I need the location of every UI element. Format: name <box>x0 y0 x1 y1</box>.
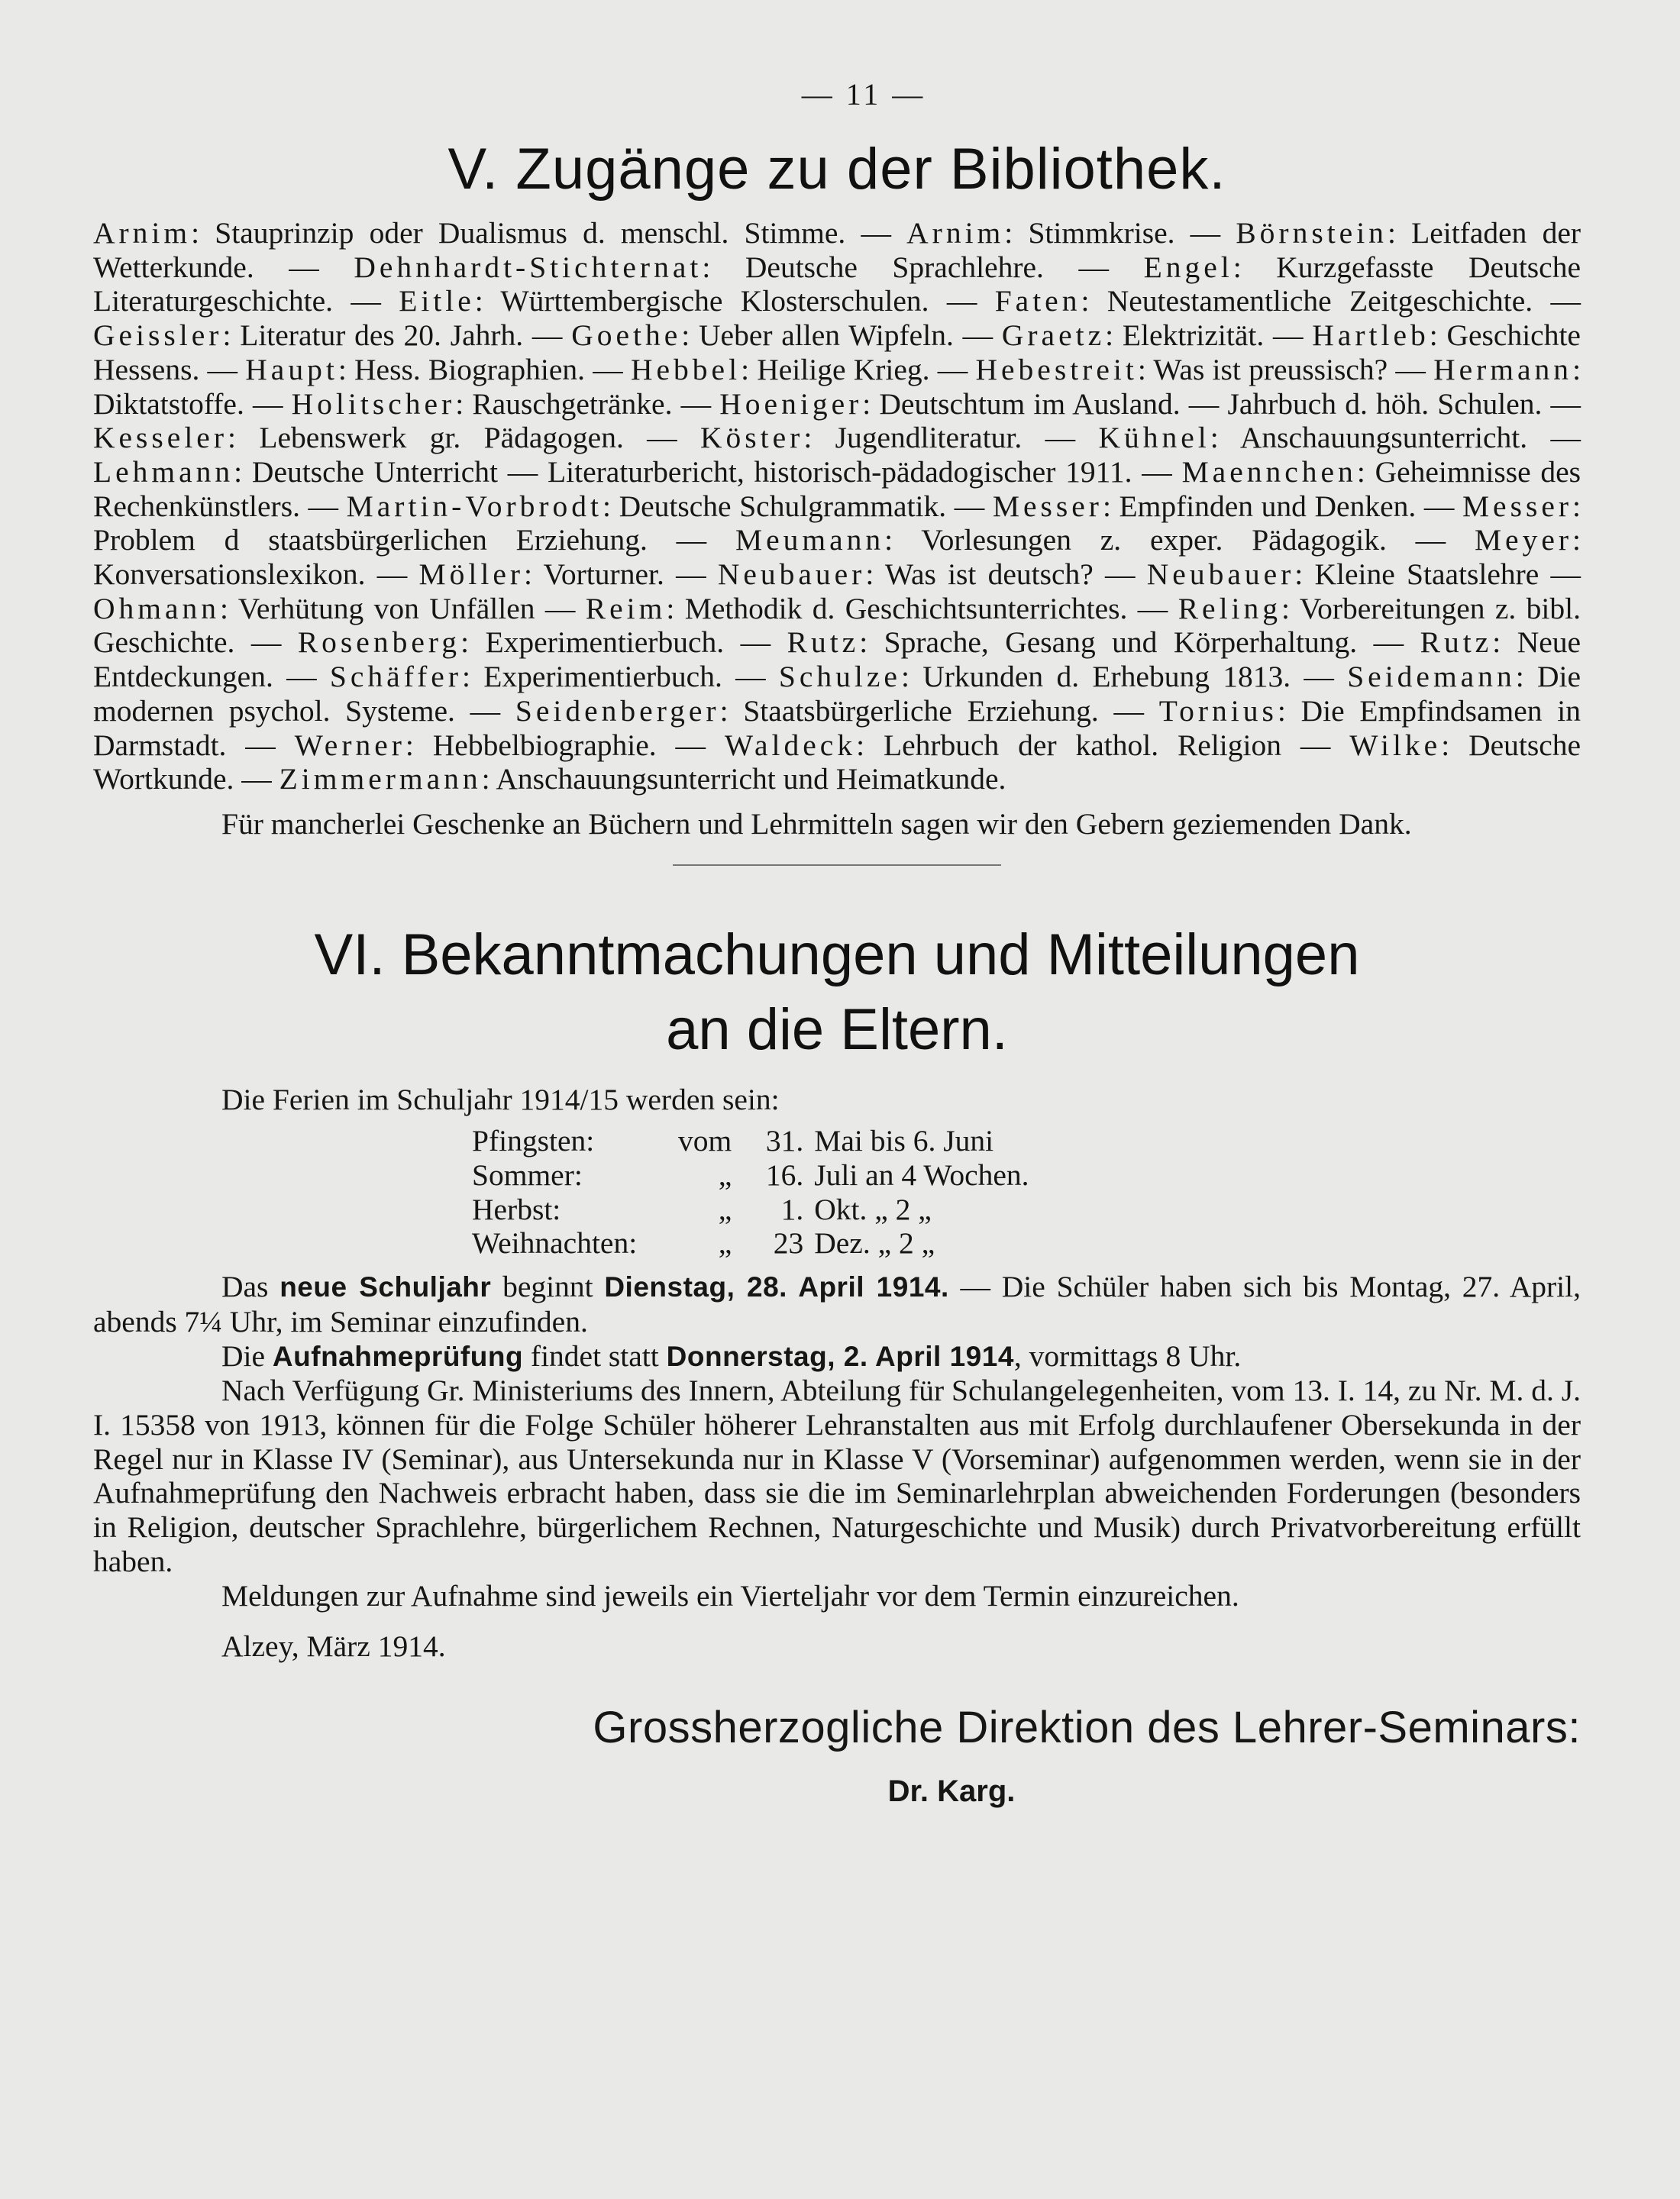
accession-entry: Möller: Vorturner. <box>418 557 664 592</box>
accession-author: Hebbel <box>630 352 741 386</box>
accession-title: Diktatstoffe. <box>93 386 244 421</box>
accession-entry: Geissler: Literatur des 20. Jahrh. <box>93 318 524 353</box>
accession-author: Börnstein <box>1236 216 1388 250</box>
section-v-heading: V. Zugänge zu der Bibliothek. <box>447 137 1226 202</box>
holiday-row <box>472 1226 1029 1261</box>
holiday-name: Weihnachten: <box>472 1226 638 1261</box>
accession-title: Hess. Biographien. <box>354 352 586 386</box>
accession-title: Konversationslexikon. <box>93 557 366 592</box>
accession-title: Sprache, Gesang und Körperhaltung. <box>884 625 1358 660</box>
accession-author: Rutz <box>1420 625 1493 660</box>
accession-entry: Hermann: Diktatstoffe. <box>93 352 1581 421</box>
accession-title: Experimentierbuch. <box>485 625 725 660</box>
accession-title: Württembergische Klosterschulen. <box>500 284 929 318</box>
accession-entry: Graetz: Elektrizität. <box>1001 318 1265 353</box>
accession-title: Neutestamentliche Zeitgeschichte. <box>1107 284 1533 318</box>
accession-entry: Lehmann: Deutsche Unterricht — Literaturbericht, historisch-pädadogischer 1911. <box>93 454 1132 489</box>
accession-author: Lehmann <box>93 454 234 489</box>
accession-title: Kurzgefasste Deutsche Literaturgeschichte. <box>93 250 1581 318</box>
accession-author: Martin-Vorbrodt <box>346 489 603 523</box>
accession-entry: Hoeniger: Deutschtum im Ausland. <box>719 386 1181 421</box>
holiday-prefix: „ <box>718 1226 732 1261</box>
accession-title: Die Empfindsamen in Darmstadt. <box>93 693 1581 762</box>
accession-title: Deutsche Unterricht — Literaturbericht, historisch-pädadogischer 1911. <box>251 454 1132 489</box>
accession-entry: Seidemann: Die modernen psychol. Systeme. <box>93 660 1581 728</box>
accession-author: Arnim <box>906 216 1005 250</box>
p1-bold-date: Dienstag, 28. April 1914. <box>604 1271 949 1303</box>
accession-author: Köster <box>700 421 804 455</box>
accession-entry: Goethe: Ueber allen Wipfeln. <box>571 318 954 353</box>
accession-author: Möller <box>418 557 525 592</box>
accession-title: Jahrbuch d. höh. Schulen. <box>1227 386 1543 421</box>
accession-entry: Meumann: Vorlesungen z. exper. Pädagogik. <box>735 523 1387 557</box>
accession-entry: Meyer: Konversationslexikon. <box>93 523 1581 592</box>
accession-entry: Schulze: Urkunden d. Erhebung 1813. <box>778 660 1291 694</box>
accession-title: Neue Entdeckungen. <box>93 625 1581 694</box>
holiday-prefix: vom <box>678 1124 732 1158</box>
accession-entry: Holitscher: Rauschgetränke. <box>291 386 673 421</box>
section-vi-heading-line2: an die Eltern. <box>666 996 1008 1062</box>
p2-text-d: , vormittags 8 Uhr. <box>1013 1338 1242 1373</box>
accession-author: Rosenberg <box>297 625 461 660</box>
holiday-prefix: „ <box>718 1158 732 1193</box>
accession-author: Zimmermann <box>279 762 482 796</box>
accession-title: Heilige Krieg. <box>757 352 930 386</box>
section-divider <box>673 864 1001 866</box>
accession-author: Messer <box>1462 489 1573 523</box>
accession-title: Anschauungsunterricht und Heimatkunde. <box>496 762 1006 796</box>
accession-author: Haupt <box>245 352 338 386</box>
accession-author: Eitle <box>399 284 475 318</box>
accession-author: Engel <box>1143 250 1233 284</box>
accession-title: Lebenswerk gr. Pädagogen. <box>259 421 624 455</box>
accession-entry: Eitle: Württembergische Klosterschulen. <box>399 284 929 318</box>
signer-name: Dr. Karg. <box>887 1774 1016 1808</box>
accession-entry: Messer: Empfinden und Denken. <box>992 489 1417 523</box>
accession-entry: Rosenberg: Experimentierbuch. <box>297 625 725 660</box>
accession-author: Kesseler <box>93 421 228 455</box>
accession-entry: Faten: Neutestamentliche Zeitgeschichte. <box>994 284 1533 318</box>
accession-title: Kleine Staatslehre <box>1314 557 1539 592</box>
accession-author: Schulze <box>778 660 901 694</box>
holidays-intro: Die Ferien im Schuljahr 1914/15 werden sein: <box>221 1082 780 1116</box>
holiday-row <box>472 1158 1029 1193</box>
accession-title: Jugendliteratur. <box>835 421 1023 455</box>
holiday-row <box>472 1193 1029 1227</box>
registration-paragraph: Meldungen zur Aufnahme sind jeweils ein Vierteljahr vor dem Termin einzureichen. <box>221 1578 1239 1613</box>
accession-author: Graetz <box>1001 318 1106 353</box>
accession-entry: Kühnel: Anschauungsunterricht. <box>1098 421 1528 455</box>
library-accessions-list <box>93 216 1581 796</box>
holiday-detail: Mai bis 6. Juni <box>814 1124 994 1158</box>
accession-author: Werner <box>294 728 405 762</box>
accession-entry: Waldeck: Lehrbuch der kathol. Religion <box>724 728 1282 762</box>
holiday-row <box>472 1124 1029 1158</box>
accession-entry: Tornius: Die Empfindsamen in Darmstadt. <box>93 693 1581 762</box>
accession-author: Seidemann <box>1347 660 1516 694</box>
accession-entry: Neubauer: Was ist deutsch? <box>717 557 1094 592</box>
accession-title: Die modernen psychol. Systeme. <box>93 660 1581 728</box>
entrance-exam-paragraph <box>93 1339 1581 1374</box>
accession-entry: Haupt: Hess. Biographien. <box>245 352 586 386</box>
accession-title: Verhütung von Unfällen <box>237 591 535 625</box>
accession-author: Maennchen <box>1181 454 1357 489</box>
accession-author: Ohmann <box>93 591 221 625</box>
place-date: Alzey, März 1914. <box>221 1629 446 1664</box>
page-number: — 11 — <box>801 77 926 111</box>
accession-author: Arnim <box>93 216 192 250</box>
accession-entry: Hebbel: Heilige Krieg. <box>630 352 930 386</box>
accession-entry: Arnim: Stimmkrise. <box>906 216 1175 250</box>
accession-author: Seidenberger <box>515 693 720 728</box>
accession-entry: Reim: Methodik d. Geschichtsunterrichtes. <box>585 591 1128 625</box>
holiday-day: 16. <box>765 1158 804 1193</box>
accession-title: Problem d staatsbürgerlichen Erziehung. <box>93 523 648 557</box>
p1-bold-school-year: neue Schuljahr <box>279 1271 492 1303</box>
accession-title: Was ist preussisch? <box>1153 352 1388 386</box>
accession-entry: Ohmann: Verhütung von Unfällen <box>93 591 535 625</box>
accession-entry: Martin-Vorbrodt: Deutsche Schulgrammatik. <box>346 489 947 523</box>
accession-entry: Zimmermann: Anschauungsunterricht und Heimatkunde. <box>279 762 1006 796</box>
holiday-day: 23 <box>773 1226 804 1261</box>
accession-title: Deutsche Schulgrammatik. <box>619 489 947 523</box>
p2-bold-date: Donnerstag, 2. April 1914 <box>666 1340 1014 1372</box>
p1-text-d: — Die Schüler haben sich bis Montag, 27. April, abends 7¼ Uhr, im Seminar einzufinden. <box>93 1270 1581 1338</box>
accession-author: Schäffer <box>329 660 462 694</box>
accession-entry: Börnstein: Leitfaden der Wetterkunde. <box>93 216 1581 284</box>
accession-title: Deutsche Sprachlehre. <box>745 250 1044 284</box>
accession-title: Urkunden d. Erhebung 1813. <box>922 660 1291 694</box>
accession-title: Ueber allen Wipfeln. <box>699 318 954 353</box>
accession-title: Stauprinzip oder Dualismus d. menschl. Stimme. <box>215 216 846 250</box>
accession-author: Neubauer <box>1146 557 1295 592</box>
accession-author: Hartleb <box>1312 318 1430 353</box>
accession-title: Geschichte Hessens. <box>93 318 1581 386</box>
accession-author: Goethe <box>571 318 682 353</box>
accession-title: Rauschgetränke. <box>472 386 673 421</box>
holiday-day: 1. <box>780 1192 804 1226</box>
accession-author: Kühnel <box>1098 421 1210 455</box>
section-vi-heading-line1: VI. Bekanntmachungen und Mitteilungen <box>314 922 1360 987</box>
accession-author: Messer <box>992 489 1103 523</box>
accession-author: Hoeniger <box>719 386 863 421</box>
accession-entry: Hartleb: Geschichte Hessens. <box>93 318 1581 386</box>
accession-title: Vorturner. <box>543 557 664 592</box>
accession-author: Holitscher <box>291 386 456 421</box>
accession-title: Hebbelbiographie. <box>432 728 657 762</box>
holiday-name: Pfingsten: <box>472 1124 595 1158</box>
accession-entry: Kesseler: Lebenswerk gr. Pädagogen. <box>93 421 624 455</box>
accession-entry: Rutz: Sprache, Gesang und Körperhaltung. <box>787 625 1358 660</box>
accession-entry: Engel: Kurzgefasste Deutsche Literaturgeschichte. <box>93 250 1581 318</box>
holiday-name: Sommer: <box>472 1158 583 1193</box>
accession-title: Experimentierbuch. <box>483 660 722 694</box>
signature-directorate: Grossherzogliche Direktion des Lehrer-Seminars: <box>593 1702 1581 1752</box>
accession-title: Deutschtum im Ausland. <box>879 386 1181 421</box>
accession-entry: Wilke: Deutsche Wortkunde. <box>93 728 1581 796</box>
accession-author: Dehnhardt-Stichternat <box>354 250 703 284</box>
accession-author: Hebestreit <box>975 352 1138 386</box>
holiday-detail: Okt. „ 2 „ <box>814 1192 932 1226</box>
accession-title: Elektrizität. <box>1122 318 1265 353</box>
accession-title: Literatur des 20. Jahrh. <box>240 318 524 353</box>
ministry-decree-paragraph: Nach Verfügung Gr. Ministeriums des Innern, Abteilung für Schulangelegenheiten, vom 13. I. 14, zu Nr. M. d. J. I. 15358 von 1913, können für die Folge Schüler höherer Lehranstalten aus mit Erfolg durchlaufener Obersekunda in der Regel nur in Klasse IV (Seminar), aus Untersekunda nur in Klasse V (Vorseminar) aufgenommen werden, wenn sie in der Aufnahmeprüfung den Nachweis erbracht haben, dass sie die im Seminarlehrplan abweichenden Forderungen (besonders in Religion, deutscher Sprachlehre, bürgerlichem Rechnen, Naturgeschichte und Musik) durch Privatvorbereitung erfüllt haben. <box>93 1374 1581 1578</box>
section-vi-heading <box>93 918 1581 1067</box>
accession-entry: Maennchen: Geheimnisse des Rechenkünstlers. <box>93 454 1581 523</box>
accession-author: Reim <box>585 591 667 625</box>
accession-entry: Messer: Problem d staatsbürgerlichen Erziehung. <box>93 489 1581 557</box>
accession-title: Deutsche Wortkunde. <box>93 728 1581 796</box>
p1-text-a: Das <box>221 1270 280 1304</box>
accession-author: Tornius <box>1158 693 1278 728</box>
accession-author: Reling <box>1178 591 1282 625</box>
school-year-start-paragraph <box>93 1270 1581 1338</box>
accession-title: Methodik d. Geschichtsunterrichtes. <box>684 591 1128 625</box>
accession-entry: Werner: Hebbelbiographie. <box>294 728 657 762</box>
accession-title: Anschauungsunterricht. <box>1239 421 1528 455</box>
accession-author: Waldeck <box>724 728 857 762</box>
accession-author: Neubauer <box>717 557 866 592</box>
holidays-table <box>472 1124 1029 1261</box>
holiday-detail: Juli an 4 Wochen. <box>814 1158 1029 1193</box>
accession-title: Empfinden und Denken. <box>1119 489 1417 523</box>
accession-author: Rutz <box>787 625 860 660</box>
accession-entry: Dehnhardt-Stichternat: Deutsche Sprachlehre. <box>354 250 1044 284</box>
p1-text-c: beginnt <box>491 1270 605 1304</box>
holiday-name: Herbst: <box>472 1192 561 1226</box>
accession-entry: Köster: Jugendliteratur. <box>700 421 1023 455</box>
accession-entry <box>1227 387 1542 421</box>
accession-entry: Neubauer: Kleine Staatslehre <box>1146 557 1539 592</box>
accession-title: Lehrbuch der kathol. Religion <box>883 728 1282 762</box>
accession-author: Faten <box>994 284 1081 318</box>
accession-title: Vorlesungen z. exper. Pädagogik. <box>921 523 1387 557</box>
accession-title: Was ist deutsch? <box>884 557 1094 592</box>
thanks-paragraph: Für mancherlei Geschenke an Büchern und Lehrmitteln sagen wir den Gebern geziemenden Dank. <box>221 806 1412 841</box>
accession-entry: Hebestreit: Was ist preussisch? <box>975 352 1388 386</box>
accession-title: Stimmkrise. <box>1028 216 1175 250</box>
p2-text-a: Die <box>221 1338 273 1373</box>
accession-title: Vorbereitungen z. bibl. Geschichte. <box>93 591 1581 660</box>
accession-title: Staatsbürgerliche Erziehung. <box>743 693 1099 728</box>
accession-author: Meyer <box>1474 523 1573 557</box>
accession-author: Hermann <box>1433 352 1573 386</box>
accession-author: Wilke <box>1349 728 1442 762</box>
p2-bold-exam: Aufnahmeprüfung <box>272 1340 524 1372</box>
holiday-detail: Dez. „ 2 „ <box>814 1226 935 1261</box>
accession-entry: Rutz: Neue Entdeckungen. <box>93 625 1581 694</box>
accession-title: Geheimnisse des Rechenkünstlers. <box>93 454 1581 523</box>
holiday-day: 31. <box>765 1124 804 1158</box>
accession-author: Geissler <box>93 318 223 353</box>
accession-entry: Seidenberger: Staatsbürgerliche Erziehung. <box>515 693 1099 728</box>
accession-entry: Arnim: Stauprinzip oder Dualismus d. menschl. Stimme. <box>93 216 846 250</box>
accession-author: Meumann <box>735 523 885 557</box>
accession-title: Leitfaden der Wetterkunde. <box>93 216 1581 284</box>
accession-entry: Schäffer: Experimentierbuch. <box>329 660 722 694</box>
p2-text-c: findet statt <box>523 1338 667 1373</box>
accession-entry: Reling: Vorbereitungen z. bibl. Geschichte. <box>93 591 1581 660</box>
holiday-prefix: „ <box>718 1192 732 1226</box>
accession-entries: Arnim: Stauprinzip oder Dualismus d. menschl. Stimme. — Arnim: Stimmkrise. — Börnstein: Leitfaden der Wetterkunde. — Dehnhardt-Stichternat: Deutsche Sprachlehre. — Engel: Kurzgefasste Deutsche Literaturgeschichte. — Eitle: Württembergische Klosterschulen. — Faten: Neutestamentliche Zeitgeschichte. — Geissler: Literatur des 20. Jahrh. — Goethe: Ueber allen Wipfeln. — Graetz: Elektrizität. — Hartleb: Geschichte Hessens. — Haupt: Hess. Biographien. — Hebbel: Heilige Krieg. — Hebestreit: Was ist preussisch? — Hermann: Diktatstoffe. — Holitscher: Rauschgetränke. — Hoeniger: Deutschtum im Ausland. — Jahrbuch d. höh. Schulen. — Kesseler: Lebenswerk gr. Pädagogen. — Köster: Jugendliteratur. — Kühnel: Anschauungsunterricht. — Lehmann: Deutsche Unterricht — Literaturbericht, historisch-pädadogischer 1911. — Maennchen: Geheimnisse des Rechenkünstlers. — Martin-Vorbrodt: Deutsche Schulgrammatik. — Messer: Empfinden und Denken. — Messer: Problem d staatsbürgerlichen Erziehung. — Meumann: Vorlesungen z. exper. Pädagogik. — Meyer: Konversationslexikon. — Möller: Vorturner. — Neubauer: Was ist deutsch? — Neubauer: Kleine Staatslehre — Ohmann: Verhütung von Unfällen — Reim: Methodik d. Geschichtsunterrichtes. — Reling: Vorbereitungen z. bibl. Geschichte. — Rosenberg: Experimentierbuch. — Rutz: Sprache, Gesang und Körperhaltung. — Rutz: Neue Entdeckungen. — Schäffer: Experimentierbuch. — Schulze: Urkunden d. Erhebung 1813. — Seidemann: Die modernen psychol. Systeme. — Seidenberger: Staatsbürgerliche Erziehung. — Tornius: Die Empfindsamen in Darmstadt. — Werner: Hebbelbiographie. — Waldeck: Lehrbuch der kathol. Religion — Wilke: Deutsche Wortkunde. — Zimmermann: Anschauungsunterricht und Heimatkunde. <box>93 216 1581 796</box>
